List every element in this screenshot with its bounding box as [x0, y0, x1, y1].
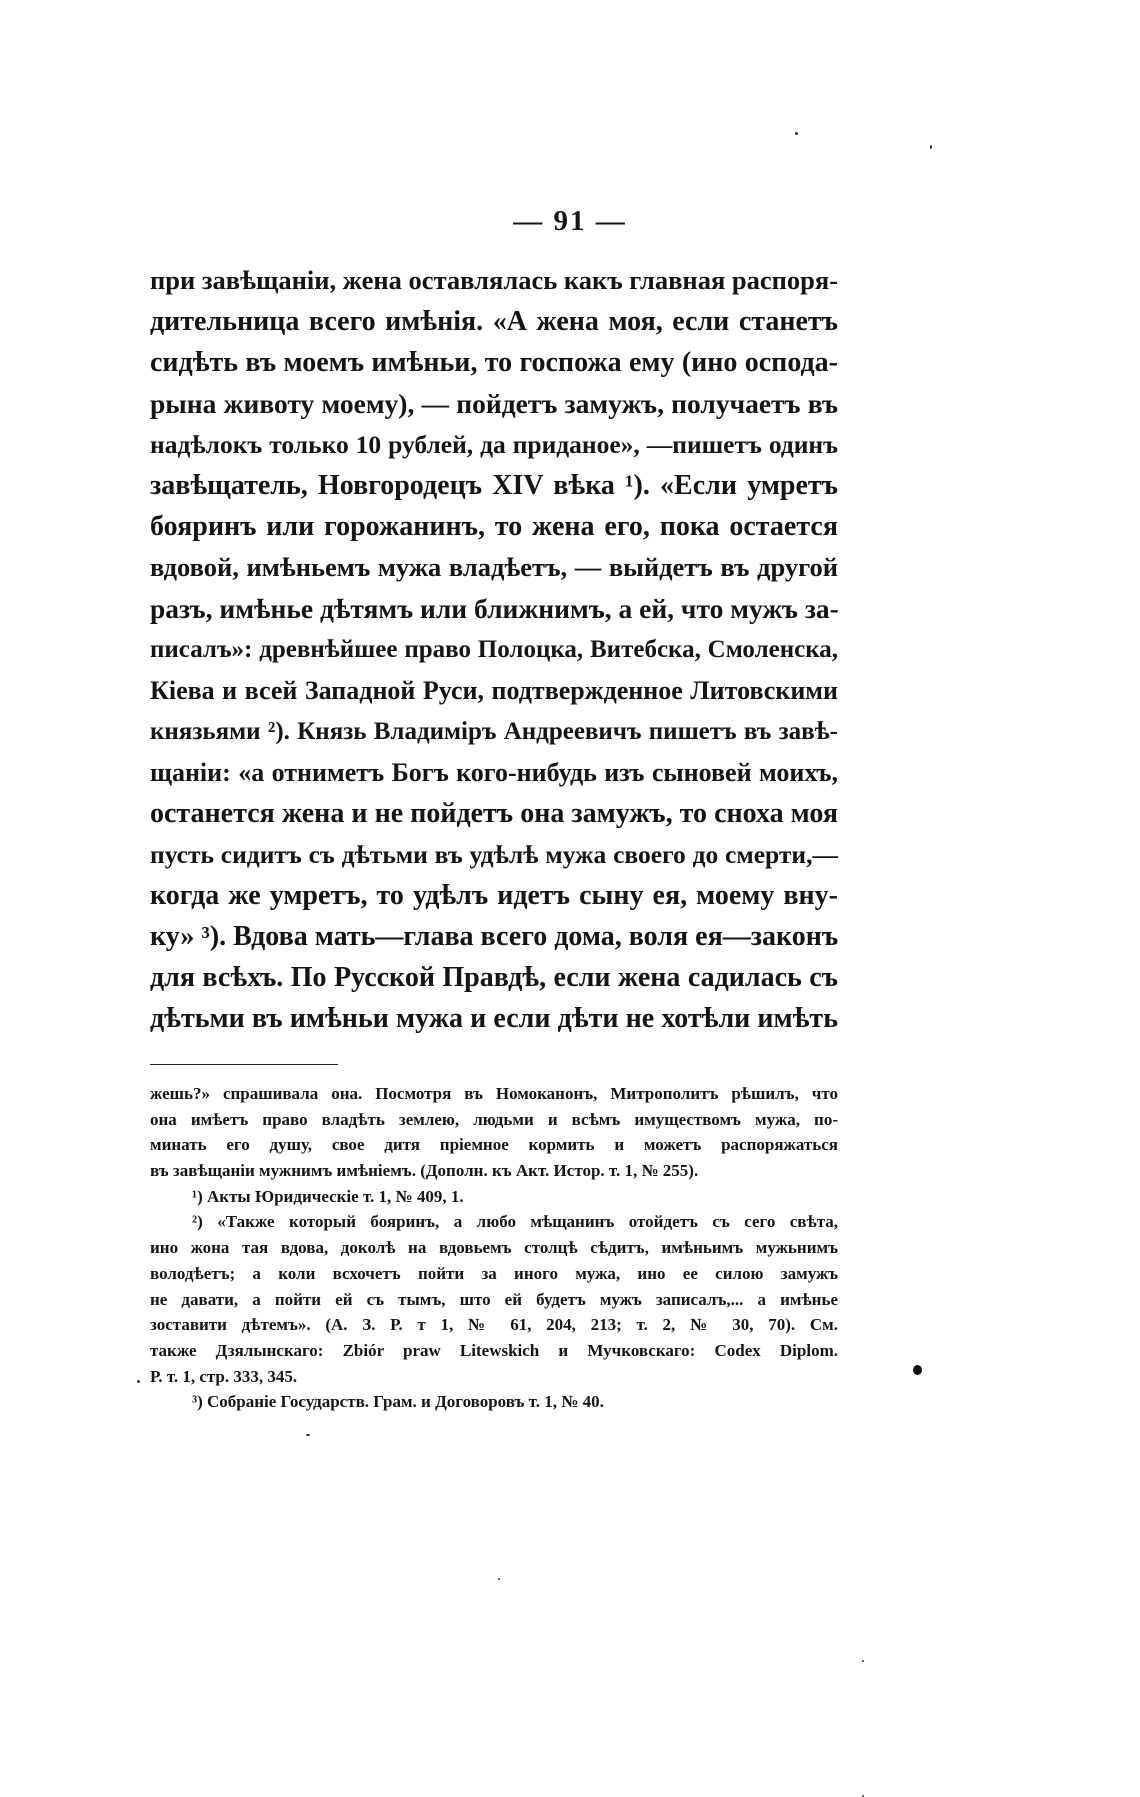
- text-line: писалъ»: древнѣйшее право Полоцка, Витебска, Смоленска,: [150, 636, 838, 663]
- text-line: дѣтьми въ имѣньи мужа и если дѣти не хотѣли имѣть: [150, 1003, 838, 1034]
- footnote-line: она имѣетъ право владѣть землею, людьми и всѣмъ имуществомъ мужа, по-: [150, 1109, 838, 1129]
- footnote-line: ¹) Акты Юридическіе т. 1, № 409, 1.: [192, 1186, 464, 1206]
- text-line: сидѣть въ моемъ имѣньи, то госпожа ему (ино осподa-: [150, 347, 838, 378]
- footnote-line: зоставити дѣтемъ». (А. З. Р. т 1, № 61, 204, 213; т. 2, № 30, 70). См.: [150, 1315, 838, 1335]
- footnote-line: минать его душу, свое дитя пріемное кормить и можетъ распоряжаться: [150, 1135, 838, 1155]
- footnote-line: не давати, а пойти ей съ тымъ, што ей будетъ мужъ записалъ,... а имѣнье: [150, 1289, 838, 1309]
- text-line: щаніи: «а отнимeтъ Богъ кого-нибудь изъ сыновей моихъ,: [150, 758, 838, 787]
- text-line: вдовой, имѣньемъ мужа владѣетъ, — выйдетъ въ другой: [150, 552, 838, 582]
- text-line: при завѣщаніи, жена оставлялась какъ главная распоря-: [150, 265, 839, 295]
- text-line: разъ, имѣнье дѣтямъ или ближнимъ, а ей, что мужъ за-: [150, 593, 839, 624]
- text-line: останется жена и не пойдетъ она замужъ, то сноха моя: [150, 798, 838, 829]
- page-number: — 91 —: [513, 205, 627, 237]
- footnote-divider: [150, 1064, 338, 1065]
- scan-speck: [913, 1365, 922, 1375]
- scan-speck: [306, 1434, 310, 1436]
- scan-speck: [862, 1660, 864, 1662]
- footnote-line: ³) Собраніе Государств. Грам. и Договоровъ т. 1, № 40.: [192, 1392, 604, 1412]
- footnote-line: ино жона тая вдова, доколѣ на вдовьемъ столцѣ сѣдитъ, имѣньимъ мужьнимъ: [150, 1238, 838, 1258]
- text-line: завѣщатель, Новгородецъ XIV вѣка ¹). «Если умретъ: [150, 470, 838, 501]
- text-line: князьями ²). Князь Владиміръ Андреевичъ пишетъ въ завѣ-: [150, 718, 838, 745]
- text-line: бояринъ или горожанинъ, то жена его, пока остается: [150, 511, 838, 542]
- footnote-line: ²) «Также который бояринъ, а любо мѣщанинъ отойдетъ съ сего свѣта,: [192, 1212, 838, 1232]
- footnote-line: Р. т. 1, стр. 333, 345.: [150, 1366, 298, 1386]
- footnote-line: жешь?» спрашивала она. Посмотря въ Номоканонъ, Митрополитъ рѣшилъ, что: [150, 1084, 838, 1103]
- text-line: рына животу моему), — пойдетъ замужъ, получаетъ въ: [150, 388, 838, 419]
- footnote-line: володѣетъ; а коли всхочетъ пойти за иного мужа, ино ее силою замужъ: [150, 1263, 838, 1283]
- scan-speck: [795, 132, 798, 135]
- scan-speck: [137, 1380, 140, 1383]
- scan-speck: [498, 1578, 500, 1580]
- text-line: ку» ³). Вдова мать—глава всего дома, воля ея—законъ: [150, 921, 839, 952]
- text-line: надѣлокъ только 10 рублей, да приданое», —пишетъ одинъ: [150, 430, 838, 459]
- text-line: дительница всего имѣнія. «А жена моя, если станетъ: [150, 306, 838, 337]
- text-line: пусть сидитъ съ дѣтьми въ удѣлѣ мужа своего до смерти,—: [150, 840, 838, 869]
- text-line: когда же умретъ, то удѣлъ идетъ сыну ея, моему вну-: [150, 880, 838, 911]
- text-line: для всѣхъ. По Русской Правдѣ, если жена садилась съ: [150, 962, 838, 993]
- footnote-line: также Дзялынскаго: Zbiór praw Litewskich и Мучковскаго: Codex Diplom.: [150, 1340, 838, 1360]
- main-text: [150, 260, 838, 1039]
- footnote-line: въ завѣщаніи мужнимъ имѣніемъ. (Дополн. къ Акт. Истор. т. 1, № 255).: [150, 1161, 699, 1181]
- scan-speck: [930, 145, 932, 149]
- footnotes: [150, 1081, 838, 1415]
- text-line: Кіева и всей Западной Руси, подтвержденное Литовскими: [150, 676, 838, 705]
